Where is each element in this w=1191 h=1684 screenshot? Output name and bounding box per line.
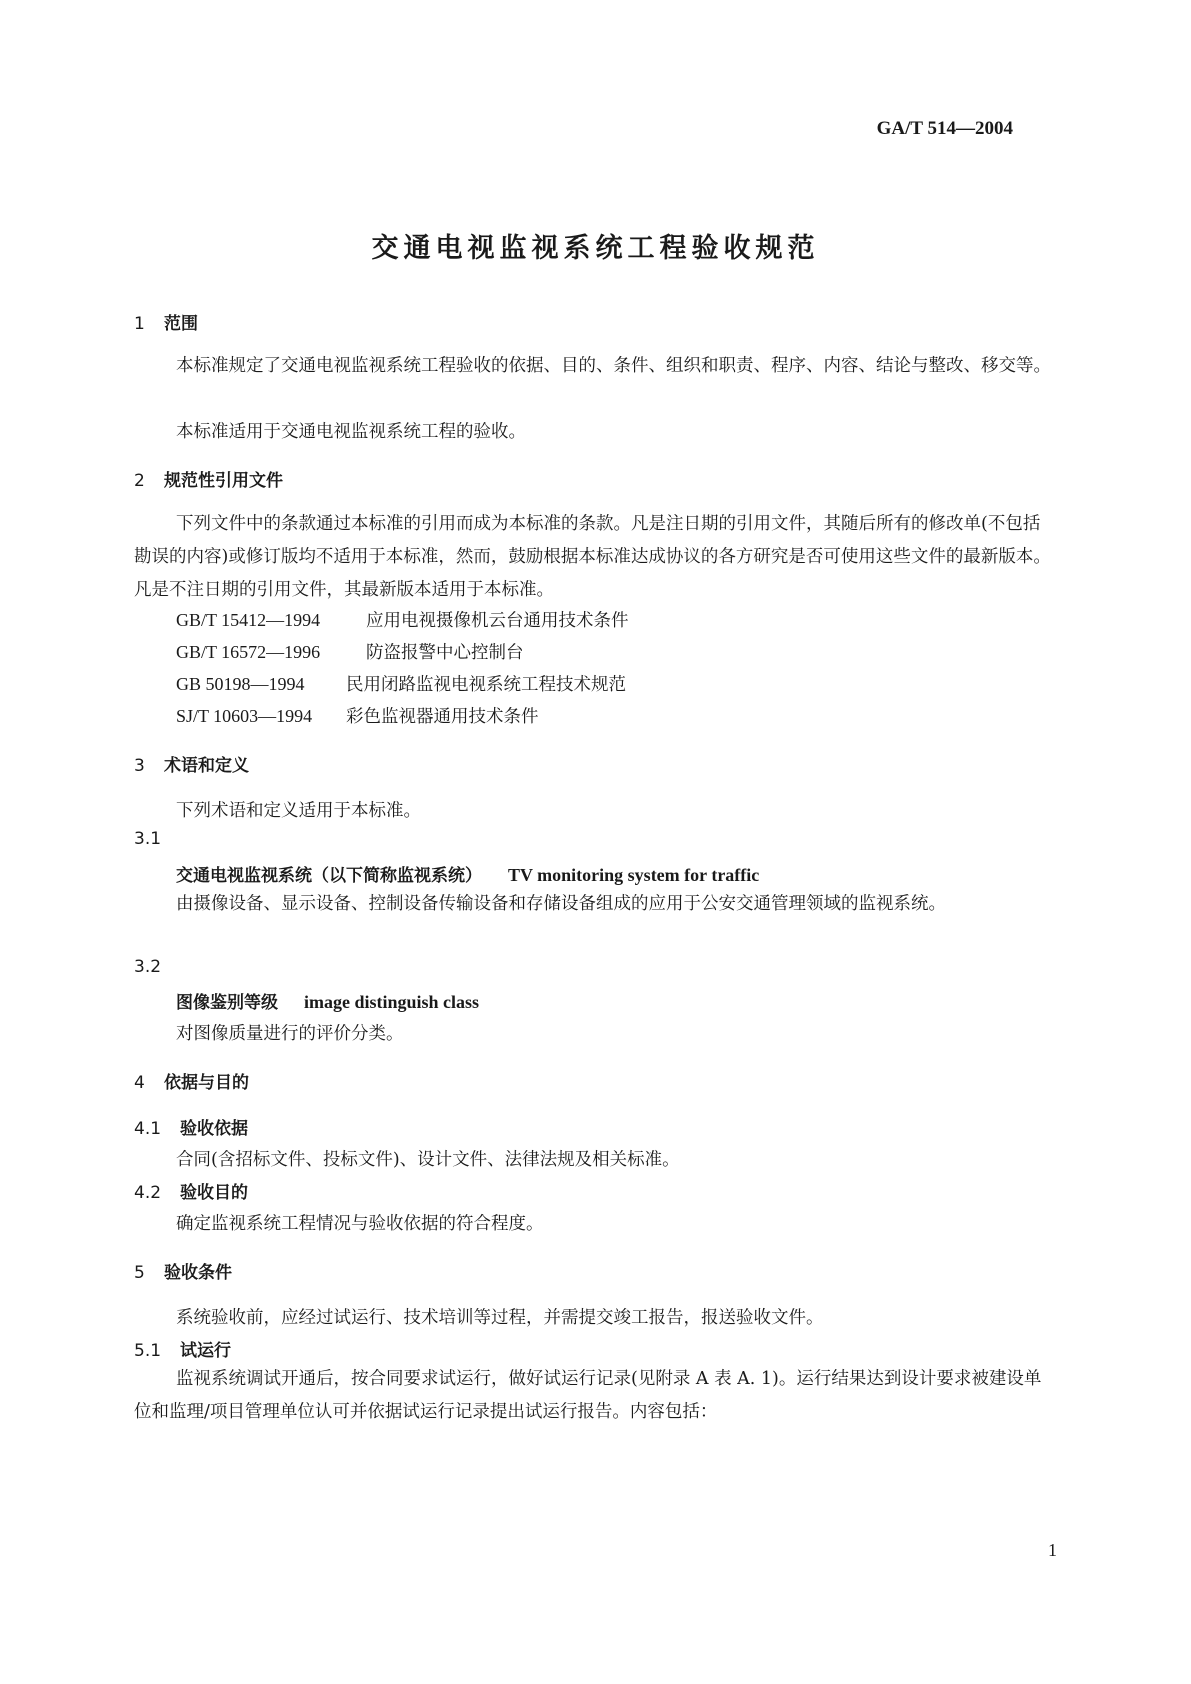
subsection-number: 4.1 (134, 1119, 162, 1139)
term-3-2-number (134, 957, 180, 977)
subsection-number: 4.2 (134, 1183, 162, 1203)
section-5-paragraph: 系统验收前，应经过试运行、技术培训等过程，并需提交竣工报告，报送验收文件。 (176, 1308, 824, 1328)
section-number: 3 (134, 756, 145, 776)
section-2-heading (134, 466, 283, 491)
section-title: 范围 (164, 314, 198, 334)
section-number: 5 (134, 1263, 145, 1283)
subsection-5-1-text: 监视系统调试开通后，按合同要求试运行，做好试运行记录(见附录 A 表 A. 1)。运行结果达到设计要求被建设单位和监理/项目管理单位认可并依据试运行记录提出试运行报告。内容包括： (134, 1369, 1042, 1422)
section-title: 规范性引用文件 (164, 471, 283, 491)
subsection-4-1-text: 合同(含招标文件、投标文件)、设计文件、法律法规及相关标准。 (176, 1150, 680, 1170)
subsection-number: 3.2 (134, 957, 162, 977)
subsection-4-1-heading (134, 1114, 248, 1139)
term-3-1-heading (176, 861, 759, 886)
subsection-number: 5.1 (134, 1341, 162, 1361)
reference-item (176, 607, 629, 632)
section-number: 1 (134, 314, 145, 334)
subsection-title: 验收依据 (180, 1119, 248, 1139)
subsection-title: 试运行 (180, 1341, 231, 1361)
page-number: 1 (1048, 1540, 1057, 1560)
reference-code: GB/T 15412—1994 (176, 610, 321, 630)
reference-name: 防盗报警中心控制台 (366, 643, 524, 663)
term-3-2-definition: 对图像质量进行的评价分类。 (176, 1024, 404, 1044)
subsection-number: 3.1 (134, 829, 162, 849)
section-title: 依据与目的 (164, 1073, 249, 1093)
reference-code: GB/T 16572—1996 (176, 642, 321, 662)
term-3-1-number (134, 829, 180, 849)
reference-item (176, 703, 539, 728)
section-2-paragraph: 下列文件中的条款通过本标准的引用而成为本标准的条款。凡是注日期的引用文件，其随后所有的修改单(不包括勘误的内容)或修订版均不适用于本标准，然而，鼓励根据本标准达成协议的各方研究是否可使用这些文件的最新版本。凡是不注日期的引用文件，其最新版本适用于本标准。 (134, 514, 1051, 600)
section-3-heading (134, 751, 249, 776)
section-1-paragraph-1: 本标准规定了交通电视监视系统工程验收的依据、目的、条件、组织和职责、程序、内容、结论与整改、移交等。 (176, 356, 1051, 376)
term-english: image distinguish class (304, 992, 480, 1012)
document-code: GA/T 514—2004 (876, 118, 1013, 139)
term-3-2-heading (176, 988, 479, 1013)
section-1-heading (134, 309, 198, 334)
reference-name: 应用电视摄像机云台通用技术条件 (366, 611, 629, 631)
section-title: 验收条件 (164, 1263, 232, 1283)
reference-name: 彩色监视器通用技术条件 (346, 707, 539, 727)
reference-name: 民用闭路监视电视系统工程技术规范 (346, 675, 626, 695)
term-english: TV monitoring system for traffic (508, 865, 760, 885)
subsection-title: 验收目的 (180, 1183, 248, 1203)
subsection-5-1-heading (134, 1336, 231, 1361)
section-5-heading (134, 1258, 232, 1283)
reference-code: SJ/T 10603—1994 (176, 706, 313, 726)
section-title: 术语和定义 (164, 756, 249, 776)
term-chinese: 交通电视监视系统（以下简称监视系统） (176, 866, 482, 886)
document-title: 交通电视监视系统工程验收规范 (371, 233, 820, 264)
term-3-1-definition: 由摄像设备、显示设备、控制设备传输设备和存储设备组成的应用于公安交通管理领域的监视系统。 (176, 894, 946, 914)
subsection-4-2-text: 确定监视系统工程情况与验收依据的符合程度。 (176, 1214, 544, 1234)
section-1-paragraph-2: 本标准适用于交通电视监视系统工程的验收。 (176, 422, 526, 442)
reference-item (176, 671, 626, 696)
term-chinese: 图像鉴别等级 (176, 993, 278, 1013)
section-number: 2 (134, 471, 145, 491)
section-4-heading (134, 1068, 249, 1093)
subsection-4-2-heading (134, 1178, 248, 1203)
section-number: 4 (134, 1073, 145, 1093)
reference-item (176, 639, 524, 664)
reference-code: GB 50198—1994 (176, 674, 305, 694)
section-3-paragraph: 下列术语和定义适用于本标准。 (176, 801, 421, 821)
